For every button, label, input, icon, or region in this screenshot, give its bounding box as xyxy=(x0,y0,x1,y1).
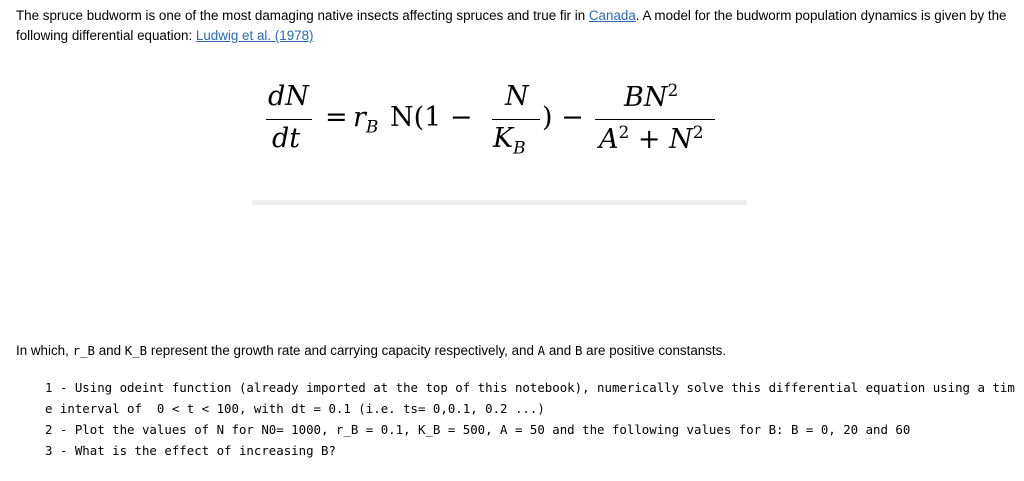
eq-dt-text: dt xyxy=(272,123,301,154)
eq-frac3-den-a-exp: 2 xyxy=(618,123,630,143)
differential-equation xyxy=(262,78,732,158)
eq-frac2-num-text: N xyxy=(505,81,529,112)
para-text-5: are positive constansts. xyxy=(582,343,727,358)
code-A: A xyxy=(537,343,546,358)
eq-equals: = xyxy=(325,102,348,133)
eq-N-open: N(1 − xyxy=(390,102,473,133)
eq-r-text: r xyxy=(353,102,366,133)
eq-frac2-den-sub: B xyxy=(513,138,526,159)
eq-fraction-bar-2 xyxy=(492,119,540,120)
eq-fraction-bar-3 xyxy=(595,119,715,120)
constants-paragraph xyxy=(16,341,1016,361)
intro-text-2: . A model for the budworm population dynamics is given by the following differential equation: xyxy=(16,8,1007,43)
task-list xyxy=(45,377,1015,461)
intro-text-1: The spruce budworm is one of the most damaging native insects affecting spruces and true fir in xyxy=(16,8,589,23)
eq-r xyxy=(353,104,378,136)
eq-close-minus: ) − xyxy=(542,102,584,133)
para-text-3: represent the growth rate and carrying capacity respectively, and xyxy=(147,343,538,358)
task-item-2: 2 - Plot the values of N for N0= 1000, r_B = 0.1, K_B = 500, A = 50 and the following values for B: B = 0, 20 and 60 xyxy=(45,422,911,437)
eq-fraction-bar-1 xyxy=(266,119,312,120)
para-text-1: In which, xyxy=(16,343,73,358)
eq-frac3-num-text: BN xyxy=(624,82,668,113)
eq-frac2-num xyxy=(505,83,529,110)
eq-r-sub: B xyxy=(365,117,379,138)
eq-dN xyxy=(268,83,309,110)
eq-frac3-den xyxy=(599,125,704,153)
eq-frac3-num xyxy=(624,83,678,111)
code-rB: r_B xyxy=(72,343,95,358)
code-B: B xyxy=(574,343,583,358)
eq-frac3-den-n-exp: 2 xyxy=(692,123,704,143)
eq-dN-text: dN xyxy=(268,81,309,112)
eq-frac3-num-exp: 2 xyxy=(667,81,679,101)
eq-frac2-den-text: K xyxy=(493,123,514,154)
ludwig-citation-link[interactable]: Ludwig et al. (1978) xyxy=(195,28,314,43)
task-item-3: 3 - What is the effect of increasing B? xyxy=(45,443,336,458)
para-text-2: and xyxy=(94,343,125,358)
eq-frac3-den-a: A xyxy=(599,124,619,155)
horizontal-scrollbar[interactable] xyxy=(252,200,747,205)
intro-paragraph xyxy=(16,6,1016,46)
code-KB: K_B xyxy=(124,343,148,358)
eq-dt xyxy=(272,125,300,152)
canada-link[interactable]: Canada xyxy=(588,8,636,23)
task-item-1: 1 - Using odeint function (already imported at the top of this notebook), numerically solve this differential equation using a time interval of 0 < t < 100, with dt = 0.1 (i.e. ts= 0,0.1, 0.2 ...) xyxy=(45,380,1015,416)
para-text-4: and xyxy=(545,343,575,358)
eq-frac3-den-plus: + N xyxy=(629,124,693,155)
eq-frac2-den xyxy=(493,125,526,157)
